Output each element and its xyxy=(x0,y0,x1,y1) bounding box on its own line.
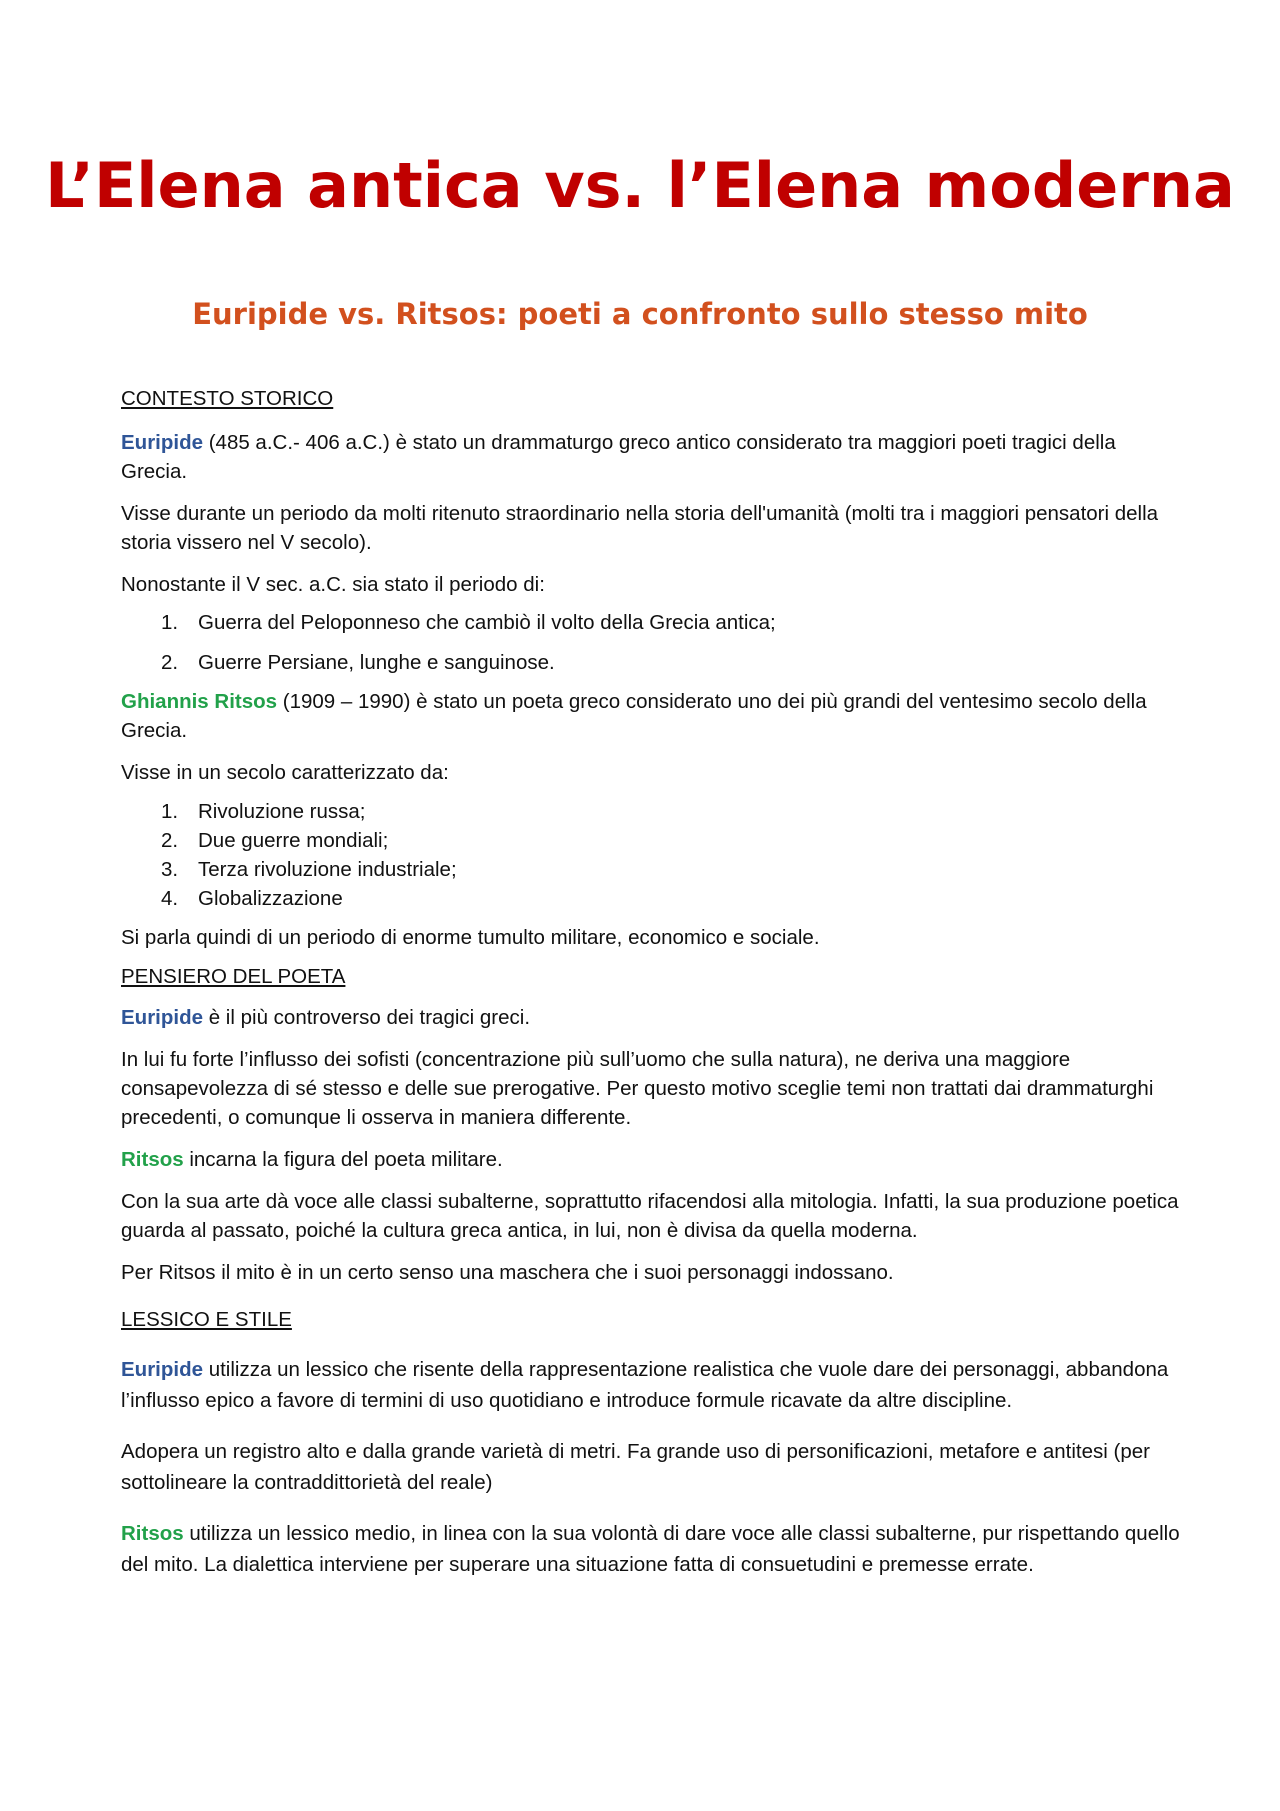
list-item-text: Globalizzazione xyxy=(198,887,343,910)
paragraph-text: utilizza un lessico che risente della rappresentazione realistica che vuole dare dei personaggi, abbandona l’influsso epico a favore di termini di uso quotidiano e introduce formule ricavate da altre discipline. xyxy=(121,1358,1169,1412)
paragraph-sofisti: In lui fu forte l’influsso dei sofisti (concentrazione più sull’uomo che sulla natura), ne deriva una maggiore consapevolezza di sé stesso e delle sue prerogative. Per questo motivo sceglie temi non trattati dai drammaturghi precedenti, o comunque li osserva in maniera differente. xyxy=(121,1048,1154,1129)
paragraph-ritsos-bio xyxy=(121,687,1181,745)
paragraph-registro: Adopera un registro alto e dalla grande varietà di metri. Fa grande uso di personificazioni, metafore e antitesi (per sottolineare la contraddittorietà del reale) xyxy=(121,1440,1150,1494)
section-heading-contesto-storico: CONTESTO STORICO xyxy=(121,387,334,410)
paragraph-text: utilizza un lessico medio, in linea con la sua volontà di dare voce alle classi subalterne, pur rispettando quello del mito. La dialettica interviene per superare una situazione fatta di consuetudini e premesse errate. xyxy=(121,1522,1180,1576)
paragraph-euripide-bio xyxy=(121,428,1181,486)
document-title: L’Elena antica vs. l’Elena moderna xyxy=(45,149,1235,222)
paragraph-text: (1909 – 1990) è stato un poeta greco considerato uno dei più grandi del ventesimo secolo della Grecia. xyxy=(121,690,1147,742)
paragraph-euripide-controversial xyxy=(121,1003,1181,1032)
list-number: 3. xyxy=(161,858,179,881)
paragraph-mito: Per Ritsos il mito è in un certo senso una maschera che i suoi personaggi indossano. xyxy=(121,1261,894,1284)
paragraph-text: (485 a.C.- 406 a.C.) è stato un drammaturgo greco antico considerato tra maggiori poeti tragici della Grecia. xyxy=(121,431,1116,483)
list-number: 1. xyxy=(161,611,179,634)
list-item-text: Terza rivoluzione industriale; xyxy=(198,858,457,881)
document-subtitle: Euripide vs. Ritsos: poeti a confronto sullo stesso mito xyxy=(192,297,1088,331)
list-item-text: Rivoluzione russa; xyxy=(198,800,366,823)
list-item-text: Guerra del Peloponneso che cambiò il volto della Grecia antica; xyxy=(198,611,776,634)
list-number: 1. xyxy=(161,800,179,823)
author-name-euripide: Euripide xyxy=(121,431,204,454)
author-name-ritsos: Ritsos xyxy=(121,1522,184,1545)
paragraph-text: è il più controverso dei tragici greci. xyxy=(203,1006,531,1029)
list-item xyxy=(121,648,1181,677)
section-heading-pensiero: PENSIERO DEL POETA xyxy=(121,965,346,988)
list-item xyxy=(121,884,1181,913)
paragraph-intro-list: Nonostante il V sec. a.C. sia stato il periodo di: xyxy=(121,573,545,596)
section-heading-lessico: LESSICO E STILE xyxy=(121,1308,292,1331)
document-body xyxy=(121,384,1181,1593)
paragraph-period: Visse durante un periodo da molti ritenuto straordinario nella storia dell'umanità (molti tra i maggiori pensatori della storia vissero nel V secolo). xyxy=(121,502,1159,554)
paragraph-summary: Si parla quindi di un periodo di enorme tumulto militare, economico e sociale. xyxy=(121,926,820,949)
paragraph-arte: Con la sua arte dà voce alle classi subalterne, soprattutto rifacendosi alla mitologia. Infatti, la sua produzione poetica guarda al passato, poiché la cultura greca antica, in lui, non è divisa da quella moderna. xyxy=(121,1190,1179,1242)
paragraph-century: Visse in un secolo caratterizzato da: xyxy=(121,761,449,784)
list-number: 2. xyxy=(161,829,179,852)
paragraph-ritsos-militare xyxy=(121,1145,1181,1174)
list-number: 2. xyxy=(161,651,179,674)
author-name-ritsos: Ritsos xyxy=(121,1148,184,1171)
list-number: 4. xyxy=(161,887,179,910)
numbered-list-wars xyxy=(121,608,1181,677)
list-item xyxy=(121,855,1181,884)
list-item xyxy=(121,826,1181,855)
list-item xyxy=(121,797,1181,826)
author-name-euripide: Euripide xyxy=(121,1006,204,1029)
list-item xyxy=(121,608,1181,637)
list-item-text: Due guerre mondiali; xyxy=(198,829,389,852)
paragraph-euripide-lessico xyxy=(121,1354,1181,1416)
numbered-list-events xyxy=(121,797,1181,913)
author-name-ritsos: Ghiannis Ritsos xyxy=(121,690,278,713)
paragraph-text: incarna la figura del poeta militare. xyxy=(183,1148,503,1171)
author-name-euripide: Euripide xyxy=(121,1358,204,1381)
paragraph-ritsos-lessico xyxy=(121,1518,1181,1580)
list-item-text: Guerre Persiane, lunghe e sanguinose. xyxy=(198,651,555,674)
